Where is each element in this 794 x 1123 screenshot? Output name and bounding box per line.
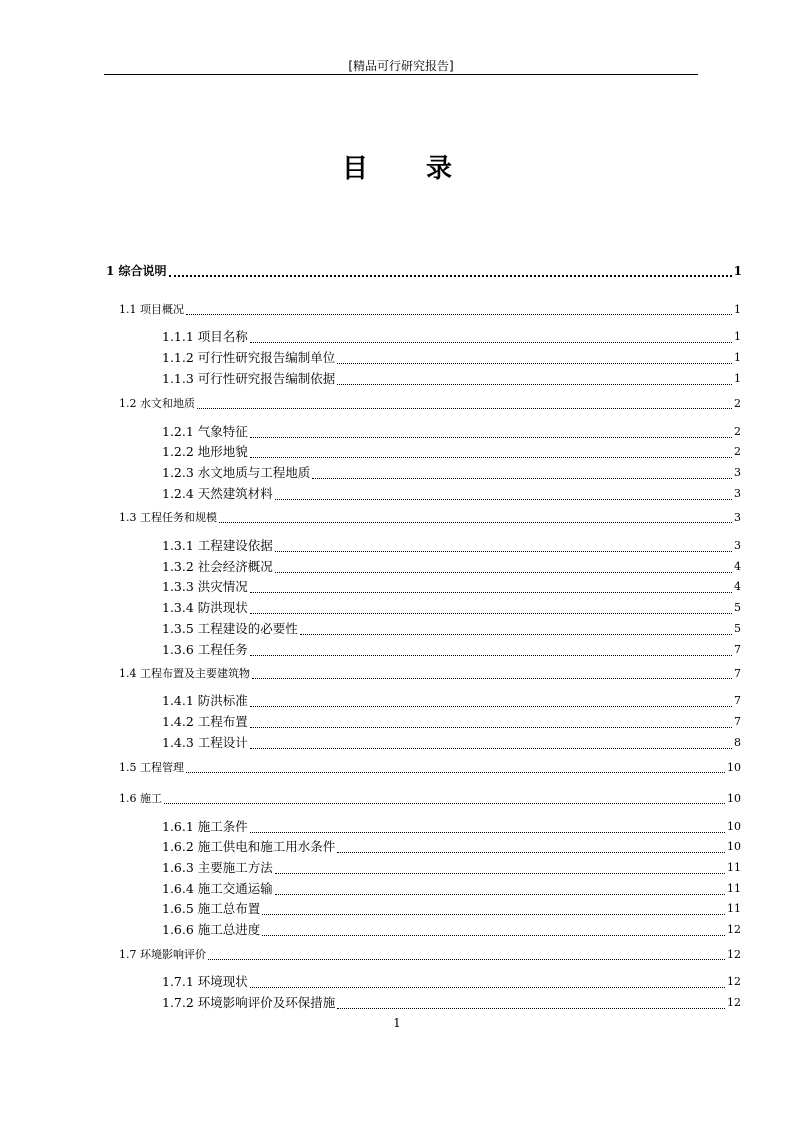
toc-entry-label: 1.2.4 天然建筑材料 xyxy=(162,486,273,501)
toc-entry-page: 1 xyxy=(734,330,741,343)
toc-entry-page: 1 xyxy=(734,303,741,316)
toc-entry-page: 2 xyxy=(734,397,741,410)
toc-entry-label: 1 综合说明 xyxy=(106,264,167,278)
toc-entry-page: 7 xyxy=(734,715,741,728)
toc-entry-label: 1.6 施工 xyxy=(119,792,162,805)
toc-entry-label: 1.3 工程任务和规模 xyxy=(119,511,217,524)
toc-leader-dots xyxy=(250,987,725,988)
toc-entry-page: 11 xyxy=(727,882,741,895)
toc-entry-page: 7 xyxy=(734,643,741,656)
toc-leader-dots xyxy=(262,935,725,936)
toc-entry-page: 11 xyxy=(727,902,741,915)
toc-entry-level3[interactable] xyxy=(162,349,741,367)
toc-entry-page: 12 xyxy=(727,996,741,1009)
toc-entry-label: 1.3.4 防洪现状 xyxy=(162,600,248,615)
toc-entry-label: 1.7.1 环境现状 xyxy=(162,974,248,989)
toc-entry-label: 1.1.1 项目名称 xyxy=(162,329,248,344)
toc-entry-label: 1.4.2 工程布置 xyxy=(162,714,248,729)
toc-leader-dots xyxy=(337,384,732,385)
toc-entry-page: 1 xyxy=(734,351,741,364)
toc-leader-dots xyxy=(250,437,732,438)
toc-entry-page: 12 xyxy=(727,923,741,936)
toc-entry-level2[interactable] xyxy=(119,510,741,526)
toc-entry-label: 1.3.3 洪灾情况 xyxy=(162,579,248,594)
toc-entry-page: 1 xyxy=(733,264,742,278)
toc-entry-level3[interactable] xyxy=(162,558,741,576)
toc-entry-label: 1.1 项目概况 xyxy=(119,303,184,316)
toc-leader-dots xyxy=(219,522,732,523)
toc-leader-dots xyxy=(312,478,732,479)
toc-leader-dots xyxy=(262,914,725,915)
toc-entry-page: 5 xyxy=(734,601,741,614)
toc-entry-level3[interactable] xyxy=(162,973,741,991)
toc-entry-level3[interactable] xyxy=(162,921,741,939)
toc-entry-level3[interactable] xyxy=(162,994,741,1012)
toc-entry-label: 1.6.3 主要施工方法 xyxy=(162,860,273,875)
toc-entry-level2[interactable] xyxy=(119,396,741,412)
toc-entry-label: 1.2.1 气象特征 xyxy=(162,424,248,439)
toc-entry-label: 1.4.1 防洪标准 xyxy=(162,693,248,708)
toc-entry-page: 2 xyxy=(734,425,741,438)
toc-entry-label: 1.3.5 工程建设的必要性 xyxy=(162,621,298,636)
toc-entry-level3[interactable] xyxy=(162,692,741,710)
toc-entry-label: 1.2.2 地形地貌 xyxy=(162,444,248,459)
toc-leader-dots xyxy=(275,894,725,895)
toc-leader-dots xyxy=(250,748,732,749)
toc-entry-level3[interactable] xyxy=(162,578,741,596)
toc-leader-dots xyxy=(300,634,732,635)
toc-leader-dots xyxy=(250,613,732,614)
toc-leader-dots xyxy=(250,457,732,458)
toc-leader-dots xyxy=(186,314,732,315)
toc-leader-dots xyxy=(250,342,732,343)
toc-entry-page: 3 xyxy=(734,466,741,479)
toc-entry-level3[interactable] xyxy=(162,900,741,918)
toc-entry-page: 11 xyxy=(727,861,741,874)
toc-leader-dots xyxy=(275,572,732,573)
toc-entry-label: 1.3.6 工程任务 xyxy=(162,642,248,657)
toc-entry-page: 12 xyxy=(727,948,741,961)
toc-entry-level3[interactable] xyxy=(162,859,741,877)
toc-entry-label: 1.6.6 施工总进度 xyxy=(162,922,261,937)
toc-entry-level3[interactable] xyxy=(162,599,741,617)
toc-leader-dots xyxy=(252,678,732,679)
toc-leader-dots xyxy=(169,275,732,277)
toc-entry-page: 4 xyxy=(734,580,741,593)
toc-leader-dots xyxy=(164,803,725,804)
toc-leader-dots xyxy=(275,873,725,874)
toc-entry-level3[interactable] xyxy=(162,537,741,555)
toc-entry-page: 3 xyxy=(734,539,741,552)
toc-entry-level3[interactable] xyxy=(162,713,741,731)
toc-entry-label: 1.7 环境影响评价 xyxy=(119,948,206,961)
toc-entry-level3[interactable] xyxy=(162,423,741,441)
toc-entry-level3[interactable] xyxy=(162,464,741,482)
toc-entry-level3[interactable] xyxy=(162,620,741,638)
toc-entry-page: 5 xyxy=(734,622,741,635)
toc-entry-page: 10 xyxy=(727,761,741,774)
toc-leader-dots xyxy=(186,772,725,773)
toc-entry-label: 1.4 工程布置及主要建筑物 xyxy=(119,667,250,680)
page-number: 1 xyxy=(393,1016,401,1030)
toc-entry-label: 1.6.2 施工供电和施工用水条件 xyxy=(162,839,336,854)
toc-entry-page: 2 xyxy=(734,445,741,458)
toc-entry-level1[interactable] xyxy=(106,262,742,280)
toc-entry-label: 1.6.1 施工条件 xyxy=(162,819,248,834)
toc-entry-page: 3 xyxy=(734,511,741,524)
toc-leader-dots xyxy=(250,592,732,593)
toc-entry-label: 1.5 工程管理 xyxy=(119,761,184,774)
toc-entry-label: 1.4.3 工程设计 xyxy=(162,735,248,750)
toc-leader-dots xyxy=(275,499,732,500)
toc-entry-level3[interactable] xyxy=(162,641,741,659)
toc-entry-level3[interactable] xyxy=(162,838,741,856)
toc-entry-page: 7 xyxy=(734,667,741,680)
toc-entry-level2[interactable] xyxy=(119,947,741,963)
toc-entry-page: 7 xyxy=(734,694,741,707)
toc-leader-dots xyxy=(208,959,725,960)
toc-entry-level2[interactable] xyxy=(119,760,741,776)
toc-entry-page: 10 xyxy=(727,840,741,853)
toc-entry-label: 1.2.3 水文地质与工程地质 xyxy=(162,465,311,480)
toc-entry-level2[interactable] xyxy=(119,302,741,318)
toc-entry-page: 8 xyxy=(734,736,741,749)
toc-leader-dots xyxy=(275,551,732,552)
toc-entry-page: 10 xyxy=(727,792,741,805)
toc-entry-page: 3 xyxy=(734,487,741,500)
toc-leader-dots xyxy=(250,706,732,707)
toc-leader-dots xyxy=(250,727,732,728)
toc-entry-page: 4 xyxy=(734,560,741,573)
toc-leader-dots xyxy=(197,408,732,409)
toc-leader-dots xyxy=(250,832,725,833)
toc-entry-level3[interactable] xyxy=(162,443,741,461)
toc-entry-label: 1.1.2 可行性研究报告编制单位 xyxy=(162,350,336,365)
toc-entry-level2[interactable] xyxy=(119,666,741,682)
toc-leader-dots xyxy=(337,1008,725,1009)
toc-entry-label: 1.7.2 环境影响评价及环保措施 xyxy=(162,995,336,1010)
toc-leader-dots xyxy=(337,363,732,364)
toc-entry-level3[interactable] xyxy=(162,370,741,388)
toc-entry-page: 12 xyxy=(727,975,741,988)
toc-entry-label: 1.2 水文和地质 xyxy=(119,397,195,410)
running-header: [精品可行研究报告] xyxy=(348,59,454,73)
toc-entry-label: 1.3.1 工程建设依据 xyxy=(162,538,273,553)
toc-leader-dots xyxy=(250,655,732,656)
toc-leader-dots xyxy=(337,852,725,853)
toc-entry-label: 1.3.2 社会经济概况 xyxy=(162,559,273,574)
toc-entry-level3[interactable] xyxy=(162,818,741,836)
toc-entry-level3[interactable] xyxy=(162,328,741,346)
toc-title: 目录 xyxy=(341,154,510,184)
toc-entry-level3[interactable] xyxy=(162,880,741,898)
toc-entry-page: 1 xyxy=(734,372,741,385)
toc-entry-level3[interactable] xyxy=(162,734,741,752)
toc-entry-page: 10 xyxy=(727,820,741,833)
toc-entry-level2[interactable] xyxy=(119,791,741,807)
toc-entry-level3[interactable] xyxy=(162,485,741,503)
header-rule xyxy=(104,74,698,75)
toc-entry-label: 1.6.5 施工总布置 xyxy=(162,901,261,916)
toc-entry-label: 1.6.4 施工交通运输 xyxy=(162,881,273,896)
toc-entry-label: 1.1.3 可行性研究报告编制依据 xyxy=(162,371,336,386)
